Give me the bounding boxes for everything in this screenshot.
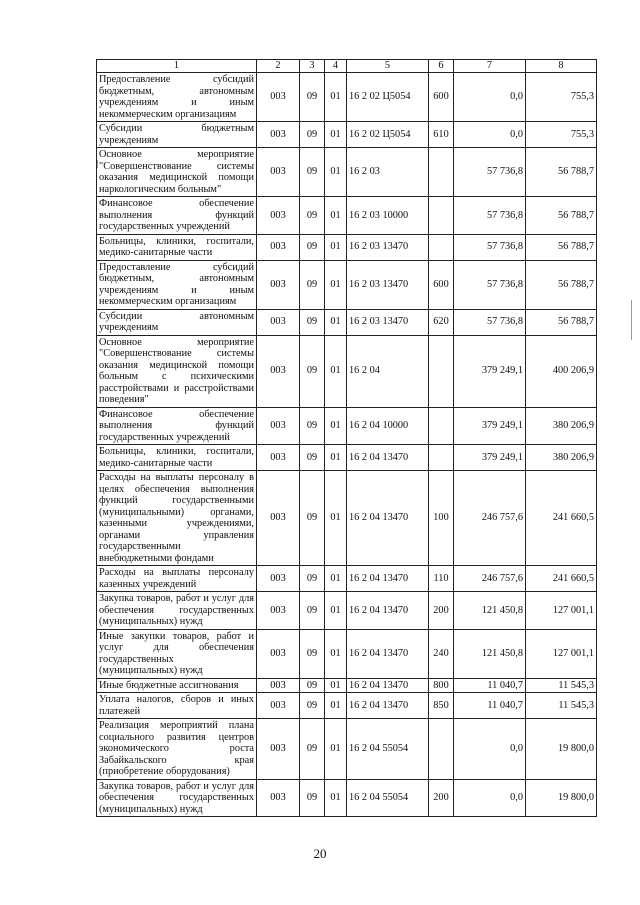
cell-name: Финансовое обеспечение выполнения функций государственных учреждений xyxy=(97,197,257,235)
cell-amount-2: 11 545,3 xyxy=(526,678,597,693)
cell-amount-1: 121 450,8 xyxy=(454,629,526,678)
cell-amount-1: 0,0 xyxy=(454,122,526,148)
cell-name: Закупка товаров, работ и услуг для обеспечения государственных (муниципальных) нужд xyxy=(97,779,257,817)
cell-subsection: 01 xyxy=(325,566,347,592)
cell-admin-code: 003 xyxy=(257,693,300,719)
page-number: 20 xyxy=(313,846,327,861)
cell-admin-code: 003 xyxy=(257,719,300,780)
cell-name: Предоставление субсидий бюджетным, автономным учреждениям и иным некоммерческим организациям xyxy=(97,73,257,122)
cell-section: 09 xyxy=(300,693,325,719)
cell-amount-2: 755,3 xyxy=(526,73,597,122)
cell-admin-code: 003 xyxy=(257,73,300,122)
cell-amount-1: 57 736,8 xyxy=(454,148,526,197)
column-header-7: 7 xyxy=(454,60,526,73)
cell-expense-type: 850 xyxy=(429,693,454,719)
cell-amount-2: 241 660,5 xyxy=(526,471,597,566)
cell-name: Субсидии автономным учреждениям xyxy=(97,309,257,335)
cell-target-article: 16 2 04 xyxy=(347,335,429,407)
cell-amount-2: 56 788,7 xyxy=(526,148,597,197)
cell-amount-1: 57 736,8 xyxy=(454,234,526,260)
budget-table xyxy=(96,59,597,817)
table-body xyxy=(97,73,597,817)
cell-name: Уплата налогов, сборов и иных платежей xyxy=(97,693,257,719)
cell-section: 09 xyxy=(300,260,325,309)
cell-section: 09 xyxy=(300,629,325,678)
cell-target-article: 16 2 04 55054 xyxy=(347,779,429,817)
cell-name: Основное мероприятие "Совершенствование системы оказания медицинской помощи больным с психическими расстройствами и расстройствами поведения" xyxy=(97,335,257,407)
cell-admin-code: 003 xyxy=(257,260,300,309)
cell-admin-code: 003 xyxy=(257,407,300,445)
cell-amount-1: 0,0 xyxy=(454,779,526,817)
table-row xyxy=(97,719,597,780)
cell-amount-2: 11 545,3 xyxy=(526,693,597,719)
cell-amount-2: 380 206,9 xyxy=(526,445,597,471)
cell-expense-type xyxy=(429,407,454,445)
cell-admin-code: 003 xyxy=(257,148,300,197)
column-header-8: 8 xyxy=(526,60,597,73)
cell-target-article: 16 2 04 13470 xyxy=(347,678,429,693)
cell-subsection: 01 xyxy=(325,122,347,148)
cell-section: 09 xyxy=(300,234,325,260)
cell-admin-code: 003 xyxy=(257,678,300,693)
cell-target-article: 16 2 02 Ц5054 xyxy=(347,73,429,122)
cell-admin-code: 003 xyxy=(257,335,300,407)
cell-name: Реализация мероприятий плана социального развития центров экономического роста Забайкальского края (приобретение оборудования) xyxy=(97,719,257,780)
cell-expense-type xyxy=(429,335,454,407)
cell-amount-2: 56 788,7 xyxy=(526,197,597,235)
cell-amount-1: 379 249,1 xyxy=(454,335,526,407)
cell-amount-2: 127 001,1 xyxy=(526,629,597,678)
cell-subsection: 01 xyxy=(325,693,347,719)
cell-name: Субсидии бюджетным учреждениям xyxy=(97,122,257,148)
table-row xyxy=(97,234,597,260)
cell-target-article: 16 2 04 13470 xyxy=(347,629,429,678)
cell-subsection: 01 xyxy=(325,592,347,630)
cell-expense-type: 200 xyxy=(429,592,454,630)
cell-amount-2: 400 206,9 xyxy=(526,335,597,407)
cell-amount-1: 11 040,7 xyxy=(454,678,526,693)
cell-target-article: 16 2 04 13470 xyxy=(347,592,429,630)
cell-section: 09 xyxy=(300,592,325,630)
cell-target-article: 16 2 04 13470 xyxy=(347,471,429,566)
cell-expense-type: 100 xyxy=(429,471,454,566)
cell-target-article: 16 2 02 Ц5054 xyxy=(347,122,429,148)
table-row xyxy=(97,629,597,678)
table-row xyxy=(97,445,597,471)
cell-expense-type xyxy=(429,719,454,780)
table-row xyxy=(97,148,597,197)
cell-expense-type: 800 xyxy=(429,678,454,693)
cell-amount-2: 19 800,0 xyxy=(526,719,597,780)
cell-admin-code: 003 xyxy=(257,445,300,471)
cell-target-article: 16 2 04 13470 xyxy=(347,693,429,719)
column-header-4: 4 xyxy=(325,60,347,73)
cell-target-article: 16 2 03 13470 xyxy=(347,260,429,309)
cell-target-article: 16 2 04 13470 xyxy=(347,566,429,592)
table-row xyxy=(97,471,597,566)
cell-expense-type: 620 xyxy=(429,309,454,335)
cell-admin-code: 003 xyxy=(257,566,300,592)
cell-name: Больницы, клиники, госпитали, медико-санитарные части xyxy=(97,234,257,260)
cell-admin-code: 003 xyxy=(257,629,300,678)
table-row xyxy=(97,592,597,630)
cell-subsection: 01 xyxy=(325,779,347,817)
cell-amount-2: 241 660,5 xyxy=(526,566,597,592)
cell-target-article: 16 2 03 10000 xyxy=(347,197,429,235)
table-row xyxy=(97,197,597,235)
table-row xyxy=(97,566,597,592)
column-header-5: 5 xyxy=(347,60,429,73)
cell-amount-2: 56 788,7 xyxy=(526,309,597,335)
cell-expense-type: 600 xyxy=(429,260,454,309)
cell-section: 09 xyxy=(300,779,325,817)
table-row xyxy=(97,122,597,148)
cell-name: Больницы, клиники, госпитали, медико-санитарные части xyxy=(97,445,257,471)
cell-subsection: 01 xyxy=(325,629,347,678)
table-row xyxy=(97,335,597,407)
cell-subsection: 01 xyxy=(325,445,347,471)
cell-amount-1: 57 736,8 xyxy=(454,197,526,235)
cell-subsection: 01 xyxy=(325,260,347,309)
cell-target-article: 16 2 04 13470 xyxy=(347,445,429,471)
table-row xyxy=(97,693,597,719)
cell-amount-1: 379 249,1 xyxy=(454,407,526,445)
cell-target-article: 16 2 04 55054 xyxy=(347,719,429,780)
cell-amount-2: 755,3 xyxy=(526,122,597,148)
cell-section: 09 xyxy=(300,73,325,122)
cell-section: 09 xyxy=(300,719,325,780)
cell-amount-2: 19 800,0 xyxy=(526,779,597,817)
cell-target-article: 16 2 03 13470 xyxy=(347,234,429,260)
cell-section: 09 xyxy=(300,407,325,445)
cell-target-article: 16 2 04 10000 xyxy=(347,407,429,445)
cell-subsection: 01 xyxy=(325,471,347,566)
cell-section: 09 xyxy=(300,148,325,197)
cell-subsection: 01 xyxy=(325,678,347,693)
cell-subsection: 01 xyxy=(325,335,347,407)
cell-admin-code: 003 xyxy=(257,309,300,335)
column-header-1: 1 xyxy=(97,60,257,73)
cell-amount-1: 246 757,6 xyxy=(454,566,526,592)
column-header-6: 6 xyxy=(429,60,454,73)
cell-expense-type: 200 xyxy=(429,779,454,817)
cell-section: 09 xyxy=(300,122,325,148)
cell-admin-code: 003 xyxy=(257,471,300,566)
cell-admin-code: 003 xyxy=(257,779,300,817)
cell-expense-type xyxy=(429,445,454,471)
cell-name: Иные бюджетные ассигнования xyxy=(97,678,257,693)
cell-section: 09 xyxy=(300,445,325,471)
cell-amount-2: 56 788,7 xyxy=(526,234,597,260)
cell-amount-2: 380 206,9 xyxy=(526,407,597,445)
cell-subsection: 01 xyxy=(325,309,347,335)
cell-expense-type xyxy=(429,148,454,197)
cell-amount-1: 11 040,7 xyxy=(454,693,526,719)
cell-section: 09 xyxy=(300,678,325,693)
cell-section: 09 xyxy=(300,309,325,335)
table-row xyxy=(97,73,597,122)
cell-name: Основное мероприятие "Совершенствование системы оказания медицинской помощи наркологическим больным" xyxy=(97,148,257,197)
column-header-2: 2 xyxy=(257,60,300,73)
cell-admin-code: 003 xyxy=(257,122,300,148)
cell-name: Закупка товаров, работ и услуг для обеспечения государственных (муниципальных) нужд xyxy=(97,592,257,630)
cell-name: Иные закупки товаров, работ и услуг для обеспечения государственных (муниципальных) нужд xyxy=(97,629,257,678)
cell-name: Расходы на выплаты персоналу в целях обеспечения выполнения функций государственными (муниципальными) органами, казенными учреждениями, органами управления государственными внебюджетными фондами xyxy=(97,471,257,566)
cell-subsection: 01 xyxy=(325,197,347,235)
cell-amount-1: 57 736,8 xyxy=(454,309,526,335)
cell-admin-code: 003 xyxy=(257,234,300,260)
cell-target-article: 16 2 03 xyxy=(347,148,429,197)
header-row xyxy=(97,60,597,73)
table-row xyxy=(97,260,597,309)
cell-name: Финансовое обеспечение выполнения функций государственных учреждений xyxy=(97,407,257,445)
table-row xyxy=(97,407,597,445)
cell-amount-1: 57 736,8 xyxy=(454,260,526,309)
cell-section: 09 xyxy=(300,566,325,592)
cell-admin-code: 003 xyxy=(257,197,300,235)
table-row xyxy=(97,779,597,817)
cell-amount-2: 56 788,7 xyxy=(526,260,597,309)
cell-amount-1: 121 450,8 xyxy=(454,592,526,630)
cell-subsection: 01 xyxy=(325,234,347,260)
cell-subsection: 01 xyxy=(325,73,347,122)
cell-subsection: 01 xyxy=(325,719,347,780)
cell-expense-type: 600 xyxy=(429,73,454,122)
cell-target-article: 16 2 03 13470 xyxy=(347,309,429,335)
cell-admin-code: 003 xyxy=(257,592,300,630)
column-header-3: 3 xyxy=(300,60,325,73)
margin-mark xyxy=(97,160,98,168)
margin-mark xyxy=(631,300,632,340)
table-row xyxy=(97,678,597,693)
cell-expense-type xyxy=(429,197,454,235)
cell-expense-type: 110 xyxy=(429,566,454,592)
cell-name: Расходы на выплаты персоналу казенных учреждений xyxy=(97,566,257,592)
cell-section: 09 xyxy=(300,335,325,407)
cell-subsection: 01 xyxy=(325,148,347,197)
cell-expense-type: 610 xyxy=(429,122,454,148)
cell-section: 09 xyxy=(300,197,325,235)
cell-amount-1: 0,0 xyxy=(454,719,526,780)
cell-expense-type xyxy=(429,234,454,260)
table-row xyxy=(97,309,597,335)
cell-name: Предоставление субсидий бюджетным, автономным учреждениям и иным некоммерческим организациям xyxy=(97,260,257,309)
cell-amount-1: 0,0 xyxy=(454,73,526,122)
cell-amount-2: 127 001,1 xyxy=(526,592,597,630)
cell-section: 09 xyxy=(300,471,325,566)
cell-amount-1: 379 249,1 xyxy=(454,445,526,471)
cell-amount-1: 246 757,6 xyxy=(454,471,526,566)
cell-expense-type: 240 xyxy=(429,629,454,678)
cell-subsection: 01 xyxy=(325,407,347,445)
